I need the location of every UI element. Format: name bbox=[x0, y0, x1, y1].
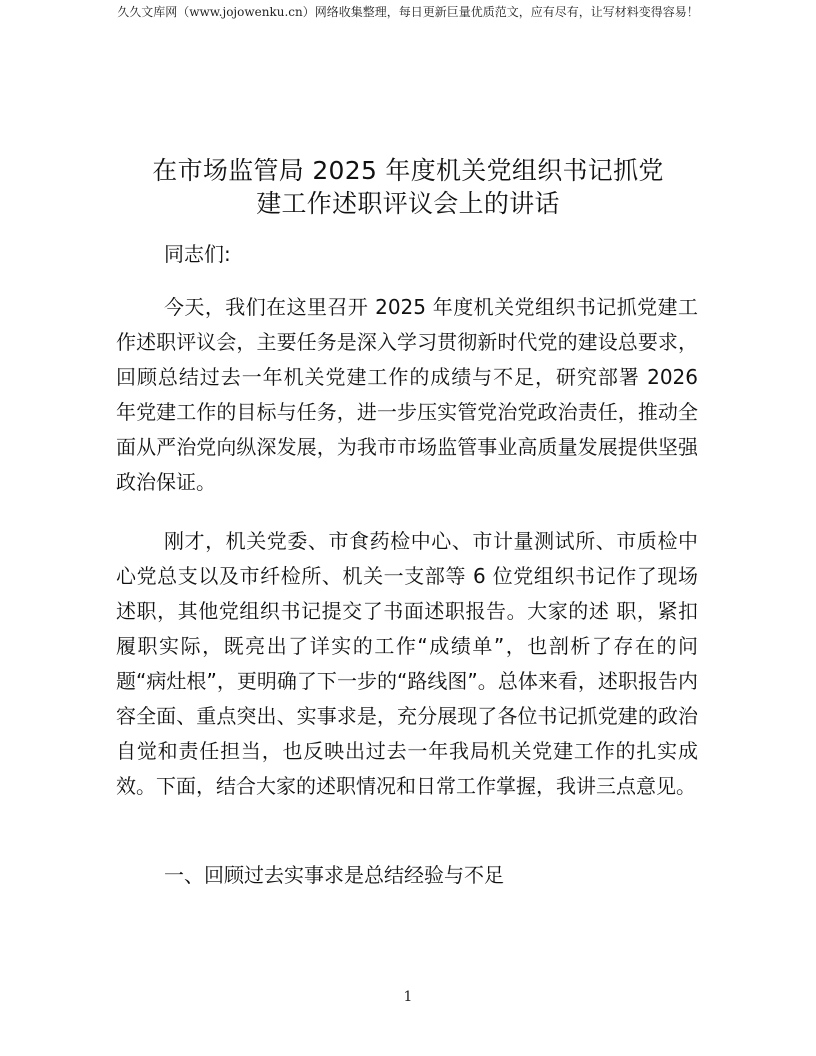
salutation: 同志们: bbox=[164, 242, 231, 266]
title-line-2: 建工作述职评议会上的讲话 bbox=[256, 189, 560, 218]
paragraph-2: 刚才，机关党委、市食药检中心、市计量测试所、市质检中心党总支以及市纤检所、机关一支部等 6 位党组织书记作了现场述职，其他党组织书记提交了书面述职报告。大家的述 职，紧扣履职实际，既亮出了详实的工作“成绩单”，也剖析了存在的问题“病灶根”，更明确了下一步的“路线图”。总体来看，述职报告内容全面、重点突出、实事求是，充分展现了各位书记抓党建的政治自觉和责任担当，也反映出过去一年我局机关党建工作的扎实成效。下面，结合大家的述职情况和日常工作掌握，我讲三点意见。 bbox=[116, 529, 698, 798]
title-line-1: 在市场监管局 2025 年度机关党组织书记抓党 bbox=[152, 156, 664, 185]
document-title bbox=[118, 154, 698, 220]
section-heading-1: 一、回顾过去实事求是总结经验与不足 bbox=[164, 863, 504, 887]
page-number: 1 bbox=[403, 989, 413, 1005]
paragraph-1: 今天，我们在这里召开 2025 年度机关党组织书记抓党建工作述职评议会，主要任务是深入学习贯彻新时代党的建设总要求，回顾总结过去一年机关党建工作的成绩与不足，研究部署 2026 年党建工作的目标与任务，进一步压实管党治党政治责任，推动全面从严治党向纵深发展，为我市市场监管事业高质量发展提供坚强政治保证。 bbox=[116, 295, 698, 494]
header-note: 久久文库网（www.jojowenku.cn）网络收集整理，每日更新巨量优质范文，应有尽有，让写材料变得容易！ bbox=[117, 5, 699, 19]
